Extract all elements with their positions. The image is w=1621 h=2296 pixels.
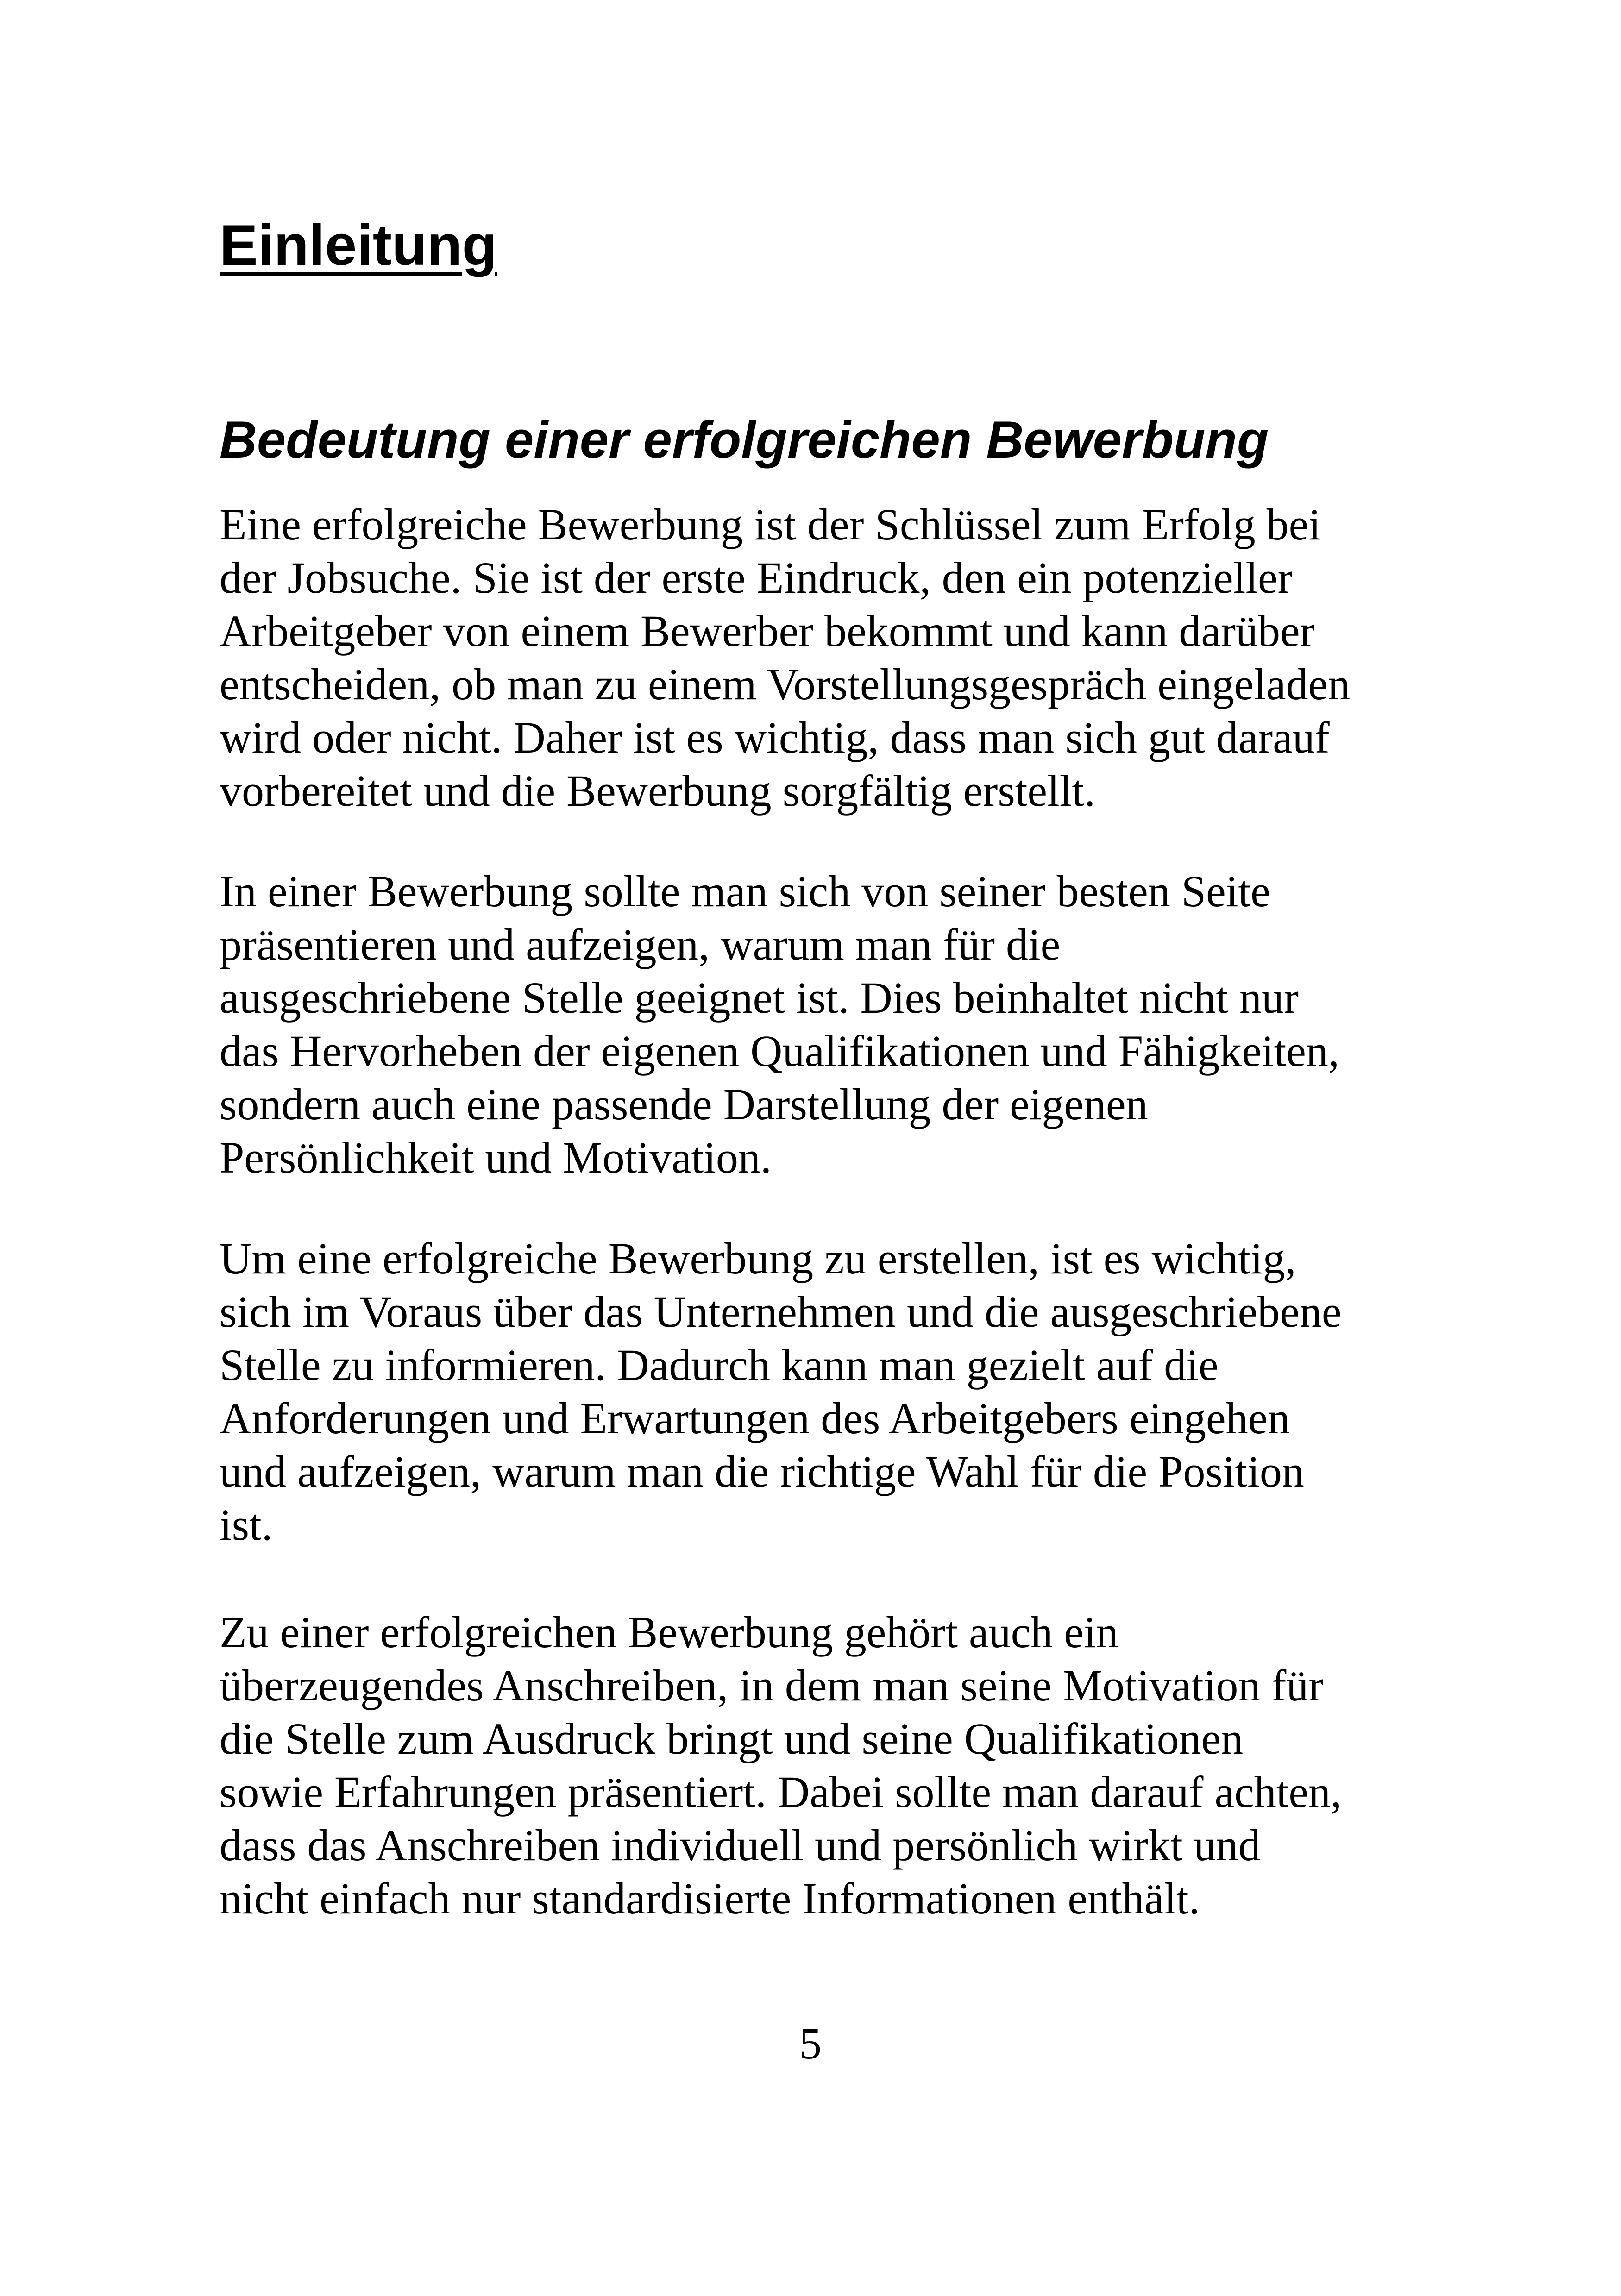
paragraph-line: Stelle zu informieren. Dadurch kann man gezielt auf die (220, 1340, 1219, 1390)
paragraph-line: Arbeitgeber von einem Bewerber bekommt und kann darüber (220, 606, 1315, 656)
chapter-heading: Einleitung (220, 213, 497, 277)
paragraph-line: ausgeschriebene Stelle geeignet ist. Dies beinhaltet nicht nur (220, 973, 1299, 1023)
paragraph-importance (220, 498, 1350, 817)
paragraph-line: sondern auch eine passende Darstellung der eigenen (220, 1079, 1148, 1129)
paragraph-line: ist. (220, 1500, 273, 1549)
paragraph-line: das Hervorheben der eigenen Qualifikationen und Fähigkeiten, (220, 1026, 1339, 1076)
paragraph-line: die Stelle zum Ausdruck bringt und seine Qualifikationen (220, 1714, 1244, 1763)
paragraph-line: Um eine erfolgreiche Bewerbung zu erstellen, ist es wichtig, (220, 1234, 1296, 1283)
paragraph-line: der Jobsuche. Sie ist der erste Eindruck, den ein potenzieller (220, 553, 1293, 602)
paragraph-line: überzeugendes Anschreiben, in dem man seine Motivation für (220, 1661, 1324, 1710)
section-heading: Bedeutung einer erfolgreichen Bewerbung (220, 411, 1269, 469)
paragraph-line: präsentieren und aufzeigen, warum man für die (220, 920, 1061, 969)
paragraph-cover-letter (220, 1606, 1342, 1925)
paragraph-self-presentation (220, 865, 1339, 1184)
paragraph-line: Zu einer erfolgreichen Bewerbung gehört auch ein (220, 1607, 1118, 1657)
paragraph-line: Anforderungen und Erwartungen des Arbeitgebers eingehen (220, 1393, 1290, 1443)
paragraph-line: sowie Erfahrungen präsentiert. Dabei sollte man darauf achten, (220, 1767, 1342, 1817)
paragraph-line: nicht einfach nur standardisierte Informationen enthält. (220, 1874, 1200, 1923)
paragraph-line: entscheiden, ob man zu einem Vorstellungsgespräch eingeladen (220, 659, 1351, 709)
page-number: 5 (799, 2019, 822, 2068)
paragraph-line: wird oder nicht. Daher ist es wichtig, dass man sich gut darauf (220, 713, 1330, 762)
paragraph-line: Eine erfolgreiche Bewerbung ist der Schlüssel zum Erfolg bei (220, 500, 1321, 549)
paragraph-line: sich im Voraus über das Unternehmen und die ausgeschriebene (220, 1287, 1342, 1336)
paragraph-line: und aufzeigen, warum man die richtige Wahl für die Position (220, 1447, 1304, 1496)
paragraph-line: vorbereitet und die Bewerbung sorgfältig erstellt. (220, 766, 1096, 816)
paragraph-research (220, 1232, 1341, 1551)
paragraph-line: In einer Bewerbung sollte man sich von seiner besten Seite (220, 866, 1270, 916)
paragraph-line: dass das Anschreiben individuell und persönlich wirkt und (220, 1820, 1261, 1870)
paragraph-line: Persönlichkeit und Motivation. (220, 1133, 772, 1182)
